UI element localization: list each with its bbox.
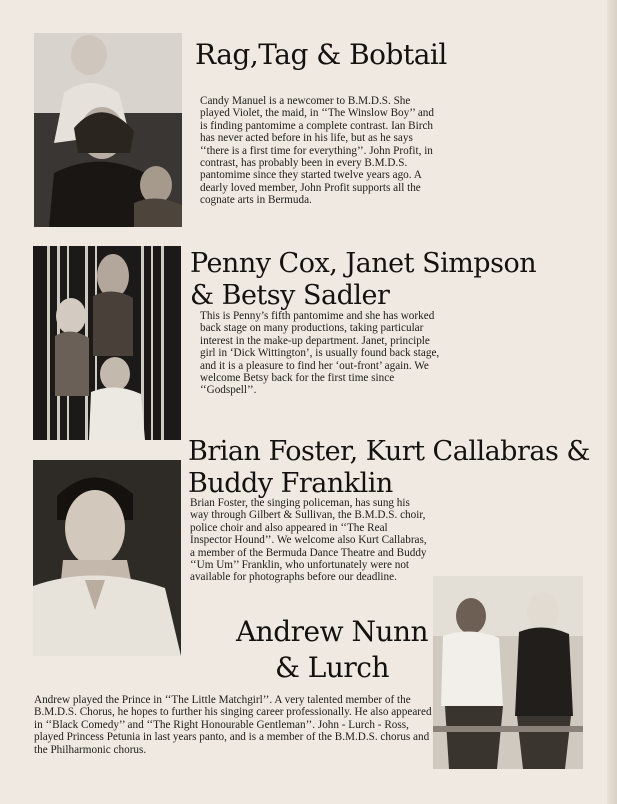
heading-penny-janet-betsy: Penny Cox, Janet Simpson & Betsy Sadler [190, 248, 537, 311]
heading-andrew-lurch: Andrew Nunn & Lurch [235, 615, 429, 684]
text-andrew-lurch: Andrew played the Prince in ‘‘The Little Matchgirl’’. A very talented member of the B.M.D.S. Chorus, he hopes to further his singing career professionally. He also appeared in ‘‘Black Comedy’’ and ‘‘The Right Honourable Gentleman’’. John - Lurch - Ross, played Princess Petunia in last years panto, and is a member of the B.M.D.S. chorus and the Philharmonic chorus. [34, 694, 432, 756]
photo-andrew-nunn-lurch [433, 576, 583, 769]
photo-penny-janet-betsy [33, 246, 181, 440]
photo-brian-foster [33, 460, 181, 656]
heading-brian-kurt-buddy: Brian Foster, Kurt Callabras & Buddy Franklin [188, 436, 590, 499]
text-brian-kurt-buddy: Brian Foster, the singing policeman, has sung his way through Gilbert & Sullivan, the B.M.D.S. choir, police choir and also appeared in ‘‘The Real Inspector Hound’’. We welcome also Kurt Callabras, a member of the Bermuda Dance Theatre and Buddy ‘‘Um Um’’ Franklin, who unfortunately were not available for photographs before our deadline. [190, 497, 427, 584]
page-edge [607, 0, 617, 804]
text-penny-janet-betsy: This is Penny’s fifth pantomime and she has worked back stage on many productions, taking particular interest in the make-up department. Janet, principle girl in ‘Dick Wittington’, is usually found back stage, and it is a pleasure to find her ‘out-front’ again. We welcome Betsy back for the first time since ‘‘Godspell’’. [200, 310, 440, 397]
photo-rag-tag-bobtail [34, 33, 182, 227]
text-rag-tag-bobtail: Candy Manuel is a newcomer to B.M.D.S. She played Violet, the maid, in ‘‘The Winslow Boy’’ and is finding pantomime a complete contrast. Ian Birch has never acted before in his life, but as he says ‘‘there is a first time for everything’’. John Profit, in contrast, has probably been in every B.M.D.S. pantomime since they started twelve years ago. A dearly loved member, John Profit supports all the cognate arts in Bermuda. [200, 95, 434, 207]
heading-rag-tag-bobtail: Rag,Tag & Bobtail [195, 38, 447, 71]
